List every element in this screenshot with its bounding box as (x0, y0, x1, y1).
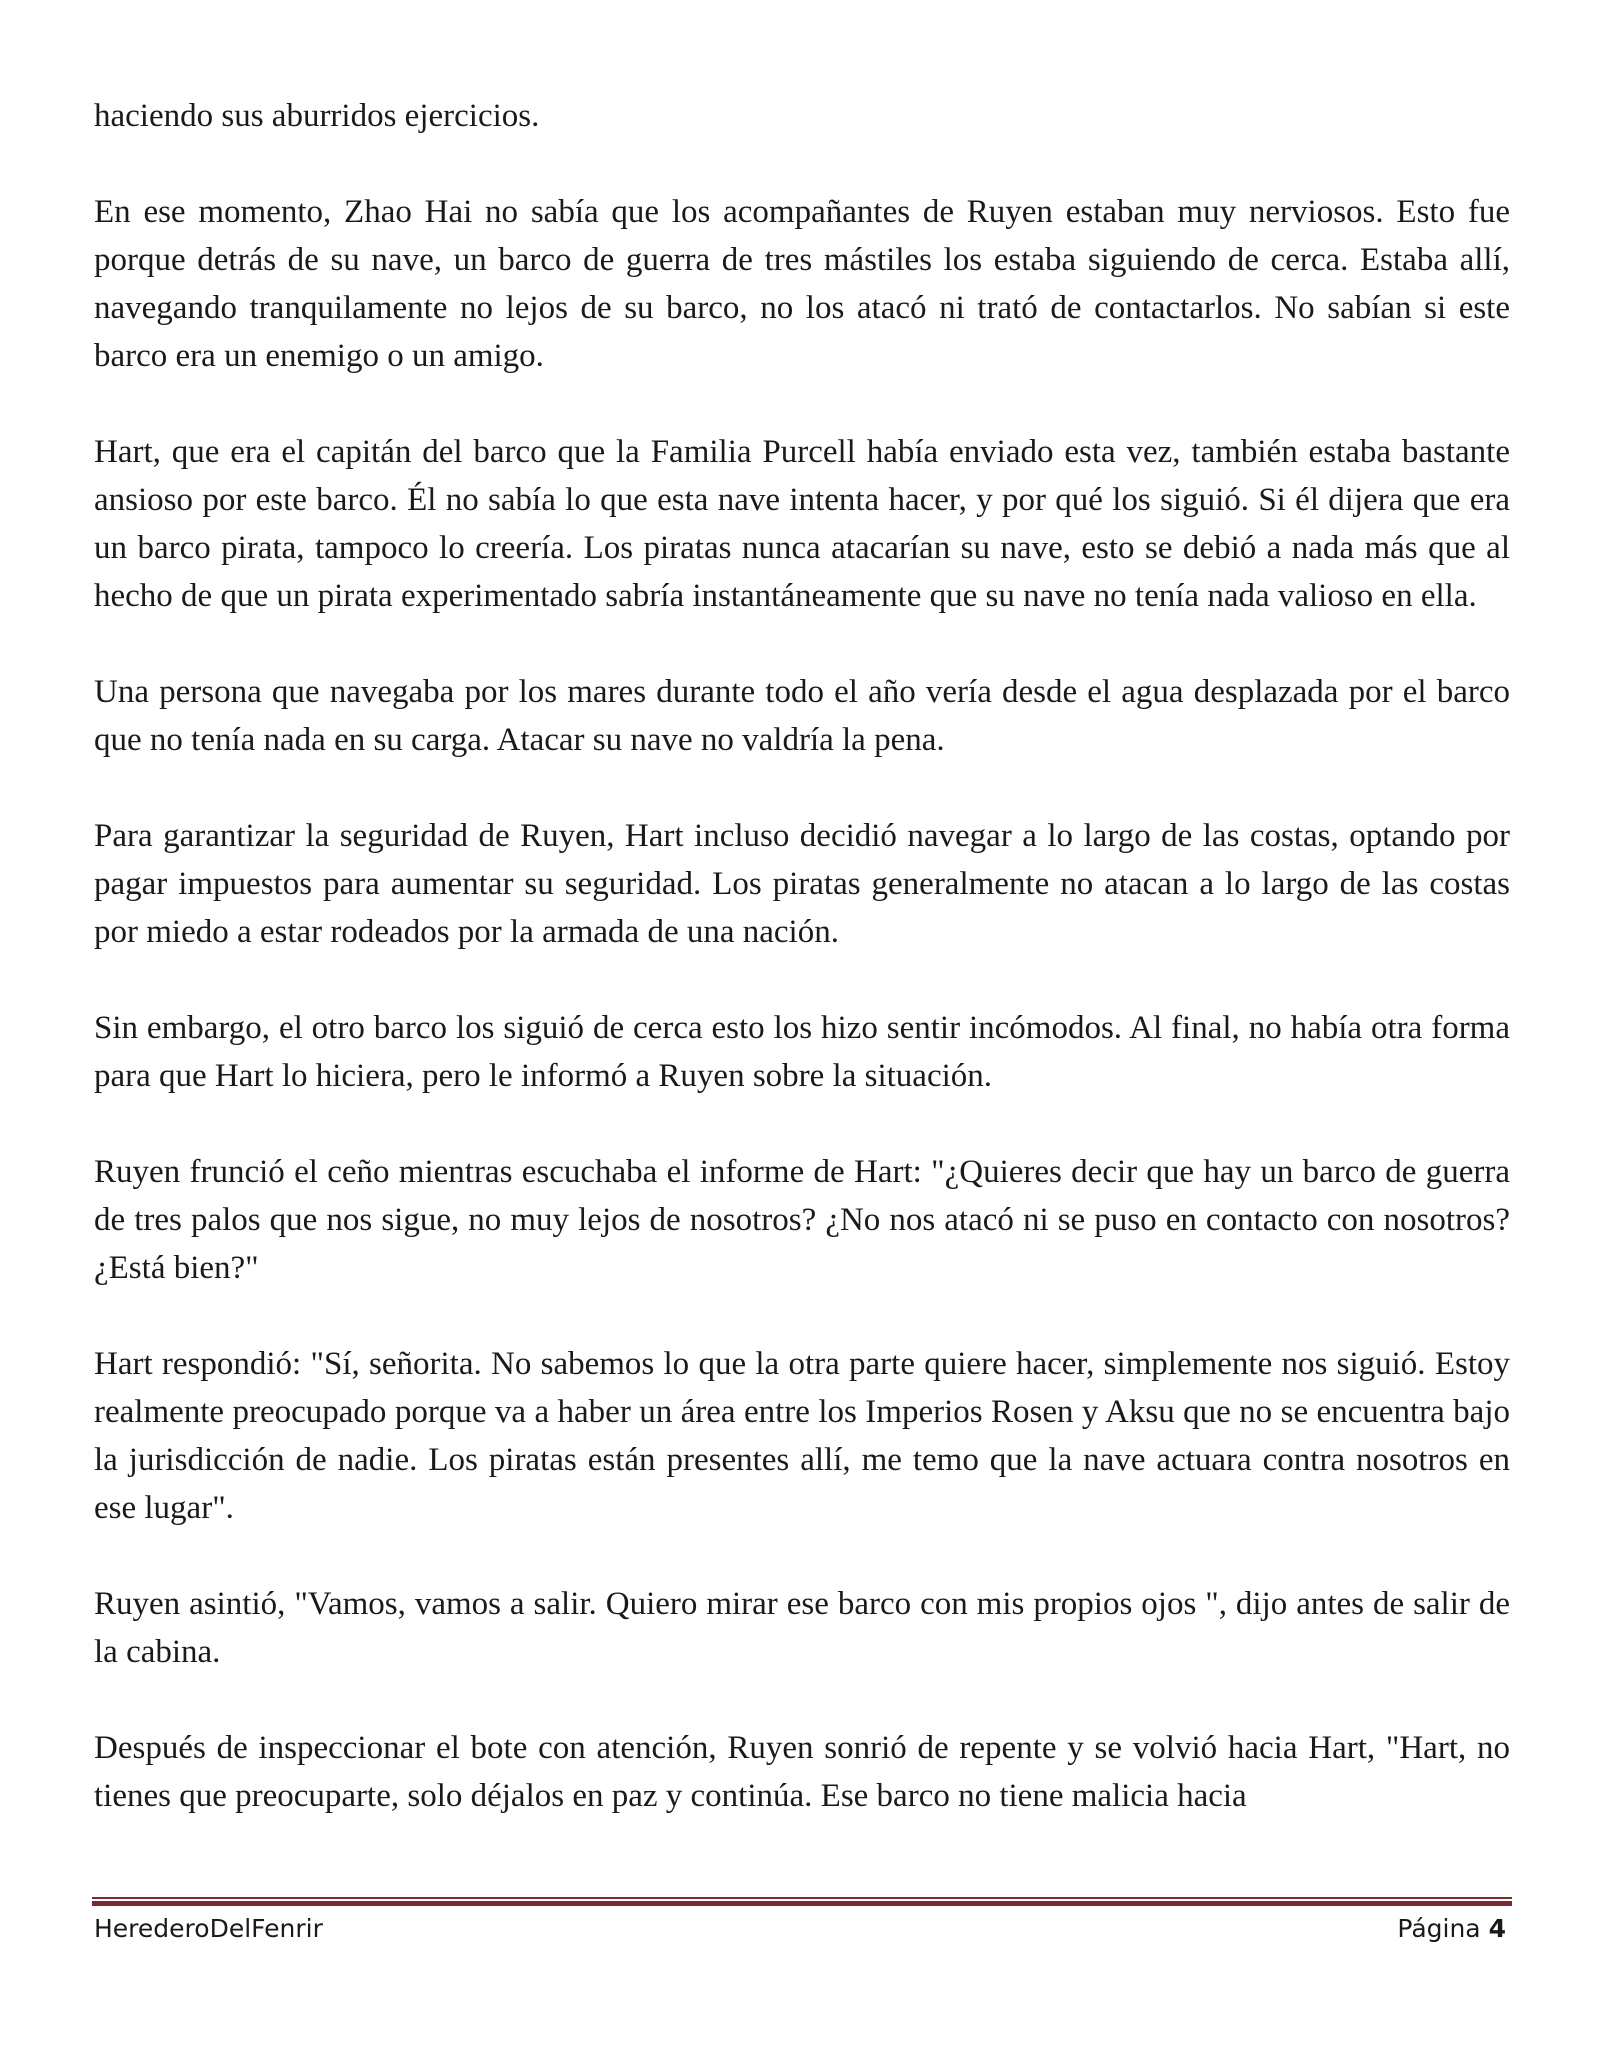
footer-divider-thin-line (92, 1897, 1512, 1899)
paragraph-9: Ruyen asintió, "Vamos, vamos a salir. Quiero mirar ese barco con mis propios ojos ", dijo antes de salir de la cabina. (94, 1586, 1510, 1670)
body-text (94, 92, 1510, 1820)
paragraph-4: Una persona que navegaba por los mares durante todo el año vería desde el agua desplazada por el barco que no tenía nada en su carga. Atacar su nave no valdría la pena. (94, 674, 1510, 758)
page-label: Página (1397, 1914, 1481, 1943)
footer-author: HerederoDelFenrir (94, 1914, 323, 1943)
paragraph-8: Hart respondió: "Sí, señorita. No sabemos lo que la otra parte quiere hacer, simplemente nos siguió. Estoy realmente preocupado porque va a haber un área entre los Imperios Rosen y Aksu que no se encuentra bajo la jurisdicción de nadie. Los piratas están presentes allí, me temo que la nave actuara contra nosotros en ese lugar". (94, 1346, 1510, 1526)
paragraph-2: En ese momento, Zhao Hai no sabía que los acompañantes de Ruyen estaban muy nerviosos. Esto fue porque detrás de su nave, un barco de guerra de tres mástiles los estaba siguiendo de cerca. Estaba allí, navegando tranquilamente no lejos de su barco, no los atacó ni trató de contactarlos. No sabían si este barco era un enemigo o un amigo. (94, 194, 1510, 374)
paragraph-6: Sin embargo, el otro barco los siguió de cerca esto los hizo sentir incómodos. Al final, no había otra forma para que Hart lo hiciera, pero le informó a Ruyen sobre la situación. (94, 1010, 1510, 1094)
page-number: 4 (1488, 1914, 1506, 1943)
paragraph-10: Después de inspeccionar el bote con atención, Ruyen sonrió de repente y se volvió hacia Hart, "Hart, no tienes que preocuparte, solo déjalos en paz y continúa. Ese barco no tiene malicia hacia (94, 1730, 1510, 1814)
paragraph-7: Ruyen frunció el ceño mientras escuchaba el informe de Hart: "¿Quieres decir que hay un barco de guerra de tres palos que nos sigue, no muy lejos de nosotros? ¿No nos atacó ni se puso en contacto con nosotros? ¿Está bien?" (94, 1154, 1510, 1286)
footer-page-number (1397, 1912, 1506, 1946)
paragraph-3: Hart, que era el capitán del barco que la Familia Purcell había enviado esta vez, también estaba bastante ansioso por este barco. Él no sabía lo que esta nave intenta hacer, y por qué los siguió. Si él dijera que era un barco pirata, tampoco lo creería. Los piratas nunca atacarían su nave, esto se debió a nada más que al hecho de que un pirata experimentado sabría instantáneamente que su nave no tenía nada valioso en ella. (94, 434, 1510, 614)
footer-divider-thick-line (92, 1901, 1512, 1906)
paragraph-1: haciendo sus aburridos ejercicios. (94, 98, 540, 134)
footer-divider (92, 1897, 1512, 1907)
paragraph-5: Para garantizar la seguridad de Ruyen, Hart incluso decidió navegar a lo largo de las costas, optando por pagar impuestos para aumentar su seguridad. Los piratas generalmente no atacan a lo largo de las costas por miedo a estar rodeados por la armada de una nación. (94, 818, 1510, 950)
